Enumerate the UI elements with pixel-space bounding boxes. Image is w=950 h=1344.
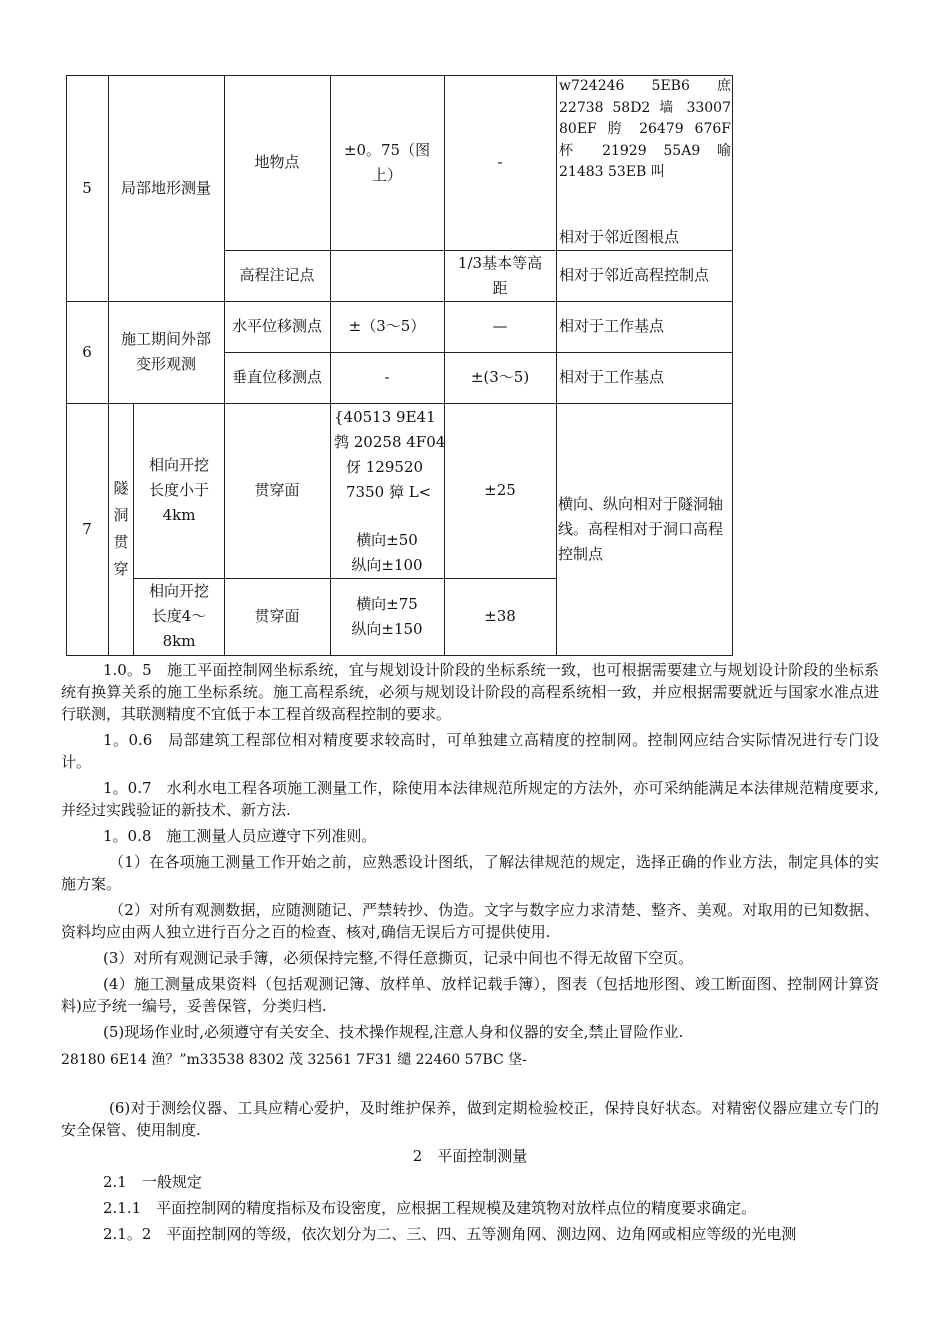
list-item: (5)现场作业时,必须遵守有关安全、技术操作规程,注意人身和仪器的安全,禁止冒险作业. bbox=[103, 1023, 684, 1041]
garbled-note bbox=[559, 76, 731, 184]
subsection-heading: 2.1 一般规定 bbox=[103, 1173, 202, 1191]
plane-precision: ±0。75（图上） bbox=[343, 140, 431, 184]
survey-type-vertical: 隧洞贯穿 bbox=[113, 479, 129, 578]
survey-item: 水平位移测点 bbox=[231, 317, 322, 335]
body-text bbox=[61, 659, 879, 1245]
table-rule bbox=[66, 655, 733, 656]
survey-item: 贯穿面 bbox=[254, 481, 300, 499]
garbled-note bbox=[334, 405, 446, 505]
survey-item: 地物点 bbox=[254, 153, 300, 171]
section-heading: 2 平面控制测量 bbox=[412, 1147, 528, 1165]
paragraph: 1。0.6 局部建筑工程部位相对精度要求较高时，可单独建立高精度的控制网。控制网应结合实际情况进行专门设计。 bbox=[61, 731, 879, 771]
plane-precision-longitudinal: 纵向±100 bbox=[351, 556, 423, 574]
height-precision: ±25 bbox=[484, 481, 516, 499]
garbled-line: 杯 21929 55A9 喻 bbox=[559, 142, 731, 159]
paragraph: 1.0。5 施工平面控制网坐标系统，宜与规划设计阶段的坐标系统一致，也可根据需要建立与规划设计阶段的坐标系统有换算关系的施工坐标系统。施工高程系统，必须与规划设计阶段的高程系统相一致，并应根据需要就近与国家水准点进行联测，其联测精度不宜低于本工程首级高程控制的要求。 bbox=[61, 661, 879, 723]
height-precision: ±(3～5) bbox=[470, 368, 530, 386]
garbled-line: {40513 9E41 bbox=[334, 408, 436, 426]
row-number: 6 bbox=[82, 342, 92, 361]
garbled-line: 80EF 胯 26479 676F bbox=[559, 121, 731, 137]
paragraph: 2.1。2 平面控制网的等级，依次划分为二、三、四、五等测角网、测边网、边角网或相应等级的光电测 bbox=[103, 1225, 797, 1243]
height-precision: ±38 bbox=[484, 607, 516, 625]
garbled-line: 伢 129520 bbox=[346, 458, 424, 476]
excavation-condition: 相向开挖长度4～8km bbox=[148, 582, 209, 650]
garbled-line: w724246 5EB6 庶 bbox=[559, 78, 731, 94]
height-precision: — bbox=[492, 317, 508, 335]
survey-item: 贯穿面 bbox=[254, 607, 300, 625]
plane-precision-longitudinal: 纵向±150 bbox=[351, 620, 423, 638]
reference-note: 相对于工作基点 bbox=[559, 368, 665, 386]
height-precision: 1/3基本等高距 bbox=[457, 253, 543, 297]
survey-item: 高程注记点 bbox=[239, 266, 315, 284]
garbled-line: 21483 53EB 叫 bbox=[559, 164, 665, 180]
garbled-line: 22738 58D2 墙 33007 bbox=[559, 99, 731, 116]
list-item: (6)对于测绘仪器、工具应精心爱护，及时维护保养，做到定期检验校正，保持良好状态。对精密仪器应建立专门的安全保管、使用制度. bbox=[61, 1099, 879, 1139]
survey-type: 施工期间外部变形观测 bbox=[120, 330, 211, 373]
paragraph: 1。0.8 施工测量人员应遵守下列准则。 bbox=[103, 827, 377, 845]
paragraph: 2.1.1 平面控制网的精度指标及布设密度，应根据工程规模及建筑物对放样点位的精度要求确定。 bbox=[103, 1199, 757, 1217]
reference-note: 横向、纵向相对于隧洞轴线。高程相对于洞口高程控制点 bbox=[558, 494, 724, 563]
list-item: (4）施工测量成果资料（包括观测记簿、放样单、放样记载手簿），图表（包括地形图、竣工断面图、控制网计算资料)应予统一编号，妥善保管，分类归档. bbox=[61, 975, 879, 1015]
paragraph: 1。0.7 水利水电工程各项施工测量工作，除使用本法律规范所规定的方法外，亦可采纳能满足本法律规范精度要求,并经过实践验证的新技术、新方法. bbox=[61, 779, 879, 819]
plane-precision: ±（3～5） bbox=[348, 317, 426, 335]
list-item: （2）对所有观测数据，应随测随记、严禁转抄、伪造。文字与数字应力求清楚、整齐、美观。对取用的已知数据、资料均应由两人独立进行百分之百的检查、核对,确信无误后方可提供使用. bbox=[61, 901, 879, 941]
precision-table bbox=[0, 0, 950, 660]
list-item: （1）在各项施工测量工作开始之前，应熟悉设计图纸，了解法律规范的规定，选择正确的作业方法，制定具体的实施方案。 bbox=[61, 853, 879, 893]
garbled-line: 7350 獐 L< bbox=[346, 483, 432, 501]
list-item: (3）对所有观测记录手簿，必须保持完整,不得任意撕页，记录中间也不得无故留下空页。 bbox=[103, 949, 694, 967]
survey-type: 局部地形测量 bbox=[120, 178, 211, 197]
reference-note: 相对于邻近图根点 bbox=[559, 228, 680, 246]
garbled-line: 鹁 20258 4F04 bbox=[334, 433, 446, 451]
row-number: 5 bbox=[82, 178, 92, 197]
plane-precision-lateral: 横向±50 bbox=[356, 531, 418, 549]
garbled-line: 28180 6E14 渔？”m33538 8302 茂 32561 7F31 缱 22460 57BC 垡- bbox=[61, 1052, 527, 1068]
survey-item: 垂直位移测点 bbox=[231, 368, 322, 386]
row-number: 7 bbox=[82, 519, 92, 538]
plane-precision-lateral: 横向±75 bbox=[356, 595, 418, 613]
plane-precision: - bbox=[384, 368, 390, 386]
excavation-condition: 相向开挖长度小于4km bbox=[148, 456, 209, 524]
table-rule bbox=[732, 75, 733, 655]
reference-note: 相对于邻近高程控制点 bbox=[559, 266, 710, 284]
reference-note: 相对于工作基点 bbox=[559, 317, 665, 335]
height-precision: - bbox=[497, 153, 503, 171]
table-rule bbox=[133, 403, 134, 655]
plane-precision bbox=[330, 250, 444, 301]
